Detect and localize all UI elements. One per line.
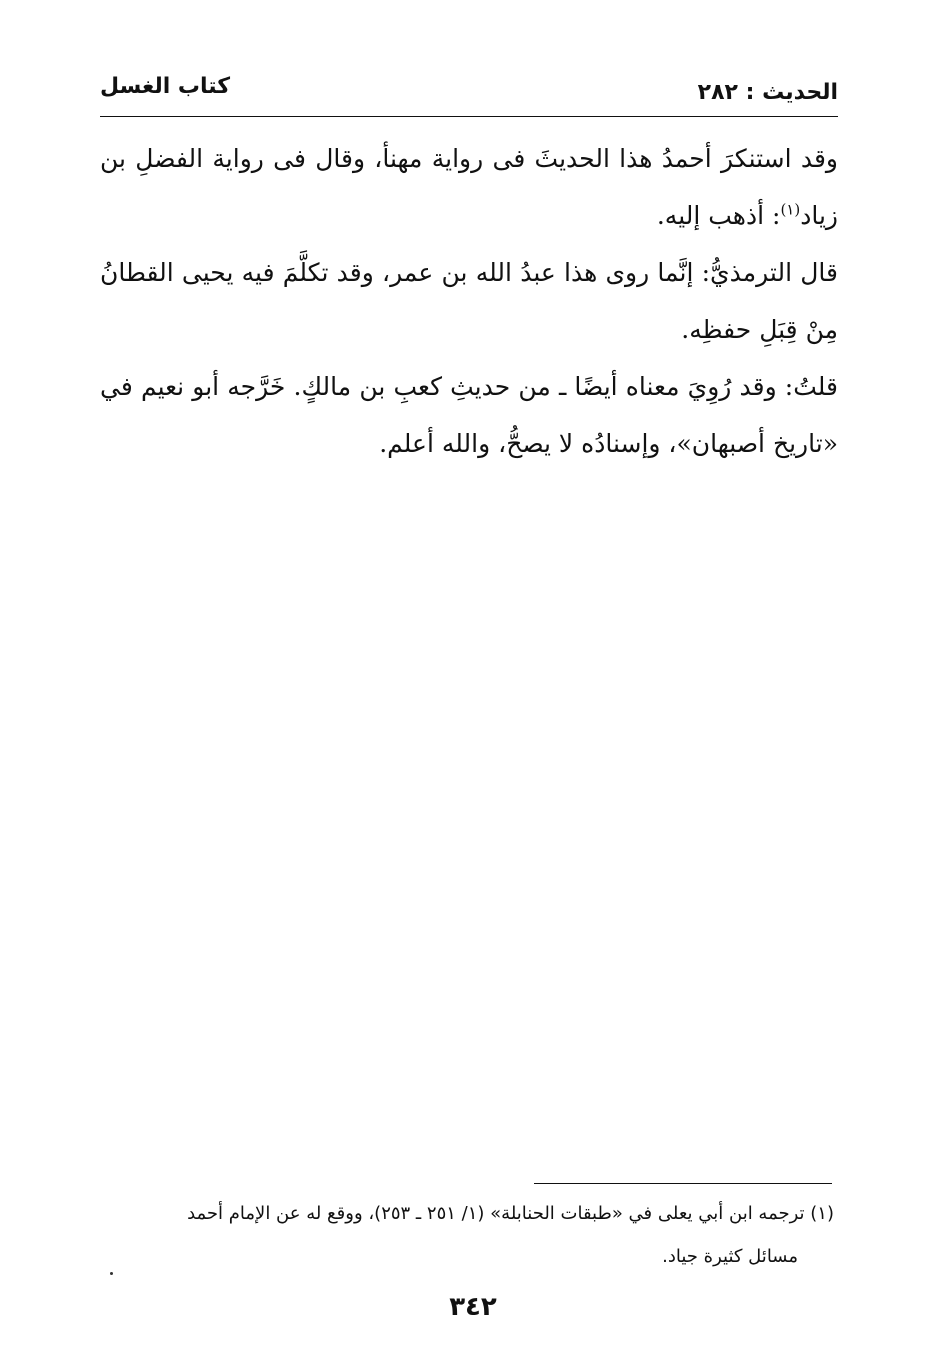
paragraph-1-text: وقد استنكرَ أحمدُ هذا الحديثَ فى رواية مهنأ، وقال فى رواية الفضلِ بن زياد <box>100 144 838 230</box>
hadith-number-header: الحديث : ٢٨٢ <box>697 80 838 105</box>
header-rule <box>100 116 838 117</box>
footnote-1-line-1: (١) ترجمه ابن أبي يعلى في «طبقات الحنابلة» (١/ ٢٥١ ـ ٢٥٣)، ووقع له عن الإمام أحمد <box>187 1203 834 1224</box>
paragraph-1 <box>100 130 838 244</box>
footnote-reference: (١) <box>780 200 801 219</box>
chapter-title-header: كتاب الغسل <box>100 74 231 99</box>
footnote-rule <box>534 1183 832 1184</box>
page-number: ٣٤٢ <box>449 1292 497 1322</box>
paragraph-1-tail: : أذهب إليه. <box>656 201 781 230</box>
paragraph-3: قلتُ: وقد رُوِيَ معناه أيضًا ـ من حديثِ كعبِ بن مالكٍ. خَرَّجه أبو نعيم في «تاريخ أصبهان»، وإسنادُه لا يصحُّ، والله أعلم. <box>100 372 838 458</box>
running-header <box>100 72 838 112</box>
footnotes <box>96 1192 834 1278</box>
footnote-1-line-2: مسائل كثيرة جياد. <box>662 1246 798 1267</box>
paragraph-2: قال الترمذيُّ: إنَّما روى هذا عبدُ الله بن عمر، وقد تكلَّمَ فيه يحيى القطانُ مِنْ قِبَلِ حفظِه. <box>100 258 838 344</box>
main-text <box>100 130 838 472</box>
print-speck <box>110 1272 113 1275</box>
